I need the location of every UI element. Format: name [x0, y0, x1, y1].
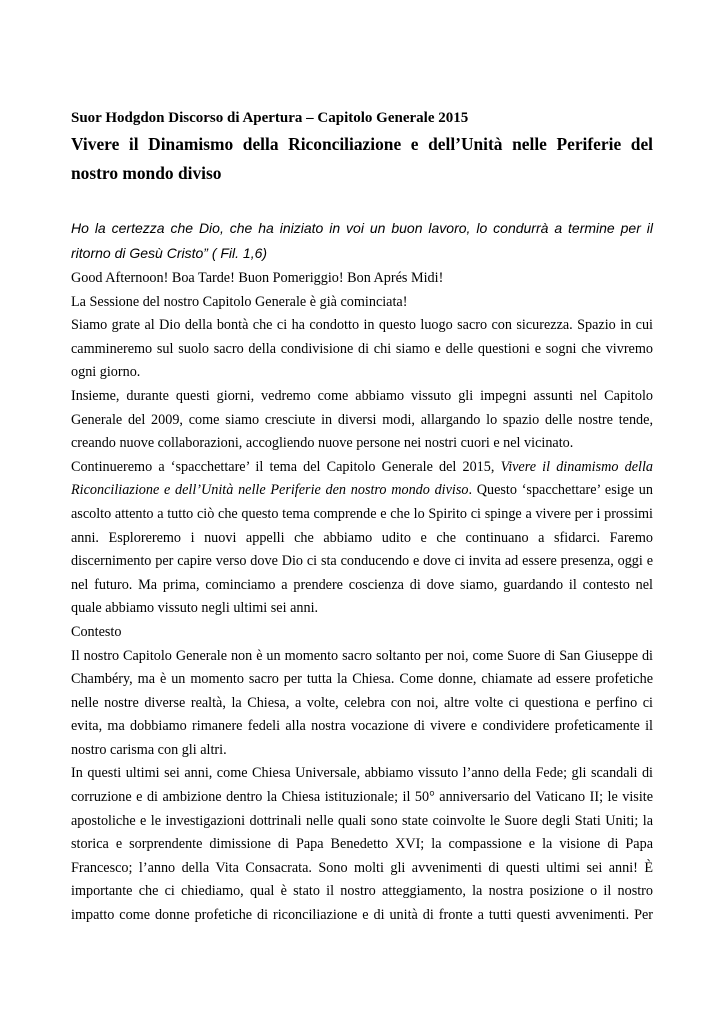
section-heading-contesto: Contesto — [71, 623, 122, 640]
document-page — [71, 108, 653, 928]
paragraph-continueremo — [71, 456, 653, 621]
paragraph-contesto: Il nostro Capitolo Generale non è un momento sacro soltanto per noi, come Suore di San Giuseppe di Chambéry, ma è un momento sacro per tutta la Chiesa. Come donne, chiamate ad essere profetiche nelle nostre diverse realtà, la Chiesa, a volte, celebra con noi, altre volte ci questiona e perfino ci evita, ma dobbiamo rimanere fedeli alla nostra vocazione di vivere e condividere profeticamente il nostro carisma con gli altri. — [71, 647, 653, 758]
epigraph-quote: Ho la certezza che Dio, che ha iniziato in voi un buon lavoro, lo condurrà a termine per il ritorno di Gesù Cristo” ( Fil. 1,6) — [71, 220, 653, 261]
paragraph-grate: Siamo grate al Dio della bontà che ci ha condotto in questo luogo sacro con sicurezza. Spazio in cui cammineremo sul suolo sacro della condivisione di chi siamo e delle questioni e sogni che vivremo ogni giorno. — [71, 317, 653, 381]
greeting-line: Good Afternoon! Boa Tarde! Buon Pomeriggio! Bon Aprés Midi! — [71, 270, 444, 286]
document-title: Vivere il Dinamismo della Riconciliazione e dell’Unità nelle Periferie del nostro mondo diviso — [71, 134, 653, 183]
continueremo-text-start: Continueremo a ‘spacchettare’ il tema del Capitolo Generale del 2015, — [71, 458, 501, 475]
document-heading: Suor Hodgdon Discorso di Apertura – Capitolo Generale 2015 — [71, 110, 469, 126]
session-line: La Sessione del nostro Capitolo Generale è già cominciata! — [71, 293, 408, 310]
chapter-theme-italic: Vivere il dinamismo della Riconciliazione e dell’Unità nelle Periferie den nostro mondo diviso — [71, 458, 653, 499]
paragraph-insieme: Insieme, durante questi giorni, vedremo come abbiamo vissuto gli impegni assunti nel Capitolo Generale del 2009, come siamo cresciute in diversi modi, allargando lo spazio delle nostre tende, creando nuove collaborazioni, accogliendo nuove persone nei nostri cuori e nel vicinato. — [71, 387, 653, 452]
continueremo-text-end: . Questo ‘spacchettare’ esige un ascolto attento a tutto ciò che questo tema comprende e che lo Spirito ci spinge a vivere per i prossimi anni. Esploreremo i nuovi appelli che abbiamo udito e che continuano a sfidarci. Faremo discernimento per capire verso dove Dio ci sta conducendo e dove ci invita ad essere presenza, oggi e nel futuro. Ma prima, cominciamo a prendere coscienza di dove siamo, guardando il contesto nel quale abbiamo vissuto negli ultimi sei anni. — [71, 482, 653, 617]
paragraph-ultimi-anni: In questi ultimi sei anni, come Chiesa Universale, abbiamo vissuto l’anno della Fede; gli scandali di corruzione e di ambizione dentro la Chiesa istituzionale; il 50° anniversario del Vaticano II; le visite apostoliche e le investigazioni dottrinali nelle quali sono state coinvolte le Suore degli Stati Uniti; la storica e sorprendente dimissione di Papa Benedetto XVI; la compassione e la visione di Papa Francesco; l’anno della Vita Consacrata. Sono molti gli avvenimenti di questi ultimi sei anni! È importante che ci chiediamo, qual è stato il nostro atteggiamento, la nostra posizione o il nostro impatto come donne profetiche di riconciliazione e di unità di fronte a tutti questi avvenimenti. Per — [71, 765, 653, 924]
